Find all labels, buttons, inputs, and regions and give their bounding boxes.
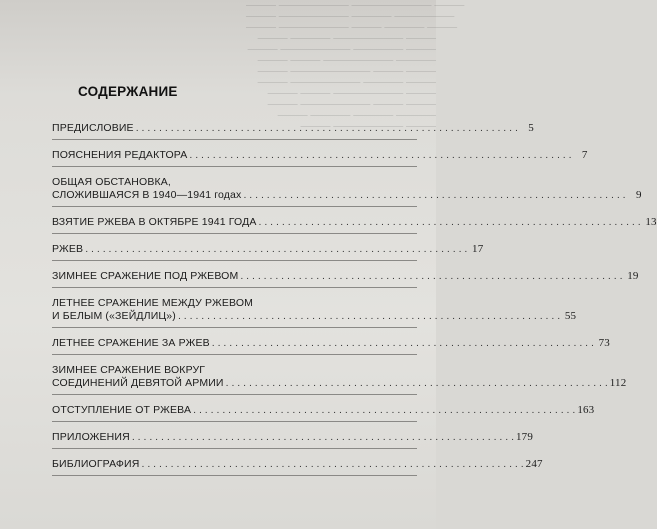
toc-page-number: 179 <box>516 431 533 443</box>
toc-entry <box>52 149 588 167</box>
toc-entry-title: РЖЕВ <box>52 243 84 255</box>
dot-leader <box>85 243 467 256</box>
toc-entry <box>52 176 642 207</box>
toc-entry-title: ПРИЛОЖЕНИЯ <box>52 431 130 443</box>
toc-entry-title: ЗИМНЕЕ СРАЖЕНИЕ ПОД РЖЕВОМ <box>52 270 239 282</box>
toc-page-number: 19 <box>627 270 639 282</box>
toc-entry-title: ВЗЯТИЕ РЖЕВА В ОКТЯБРЕ 1941 ГОДА <box>52 216 257 228</box>
dot-leader <box>142 458 524 471</box>
toc-page-number: 163 <box>577 404 595 416</box>
toc-entry <box>52 364 627 395</box>
dot-leader <box>136 122 518 135</box>
toc-entry-title: БИБЛИОГРАФИЯ <box>52 458 140 470</box>
toc-page-number: 17 <box>472 243 484 255</box>
bleed-through-text: ——— ——————— ———————— ——— ——— ——————— ———— —————— ——— ——————— ——— ———— ——— ——— ———— ——————— ——— ——— ——————— ————— ——— ——— ——— ——————— ———— ——— ———————— ——— ——— ——— ——————— ———— ——— ——— ——— ——————— ——— ——— ——————— ——— ——— ——— ———— ———— ———— ——— ——————— ——— <box>246 0 465 132</box>
toc-entry-title-line: ЗИМНЕЕ СРАЖЕНИЕ ВОКРУГ <box>52 364 206 376</box>
toc-entry <box>52 431 533 449</box>
toc-entry-title-line: ЛЕТНЕЕ СРАЖЕНИЕ МЕЖДУ РЖЕВОМ <box>52 297 254 309</box>
dot-leader <box>243 189 625 202</box>
toc-heading: СОДЕРЖАНИЕ <box>78 84 178 99</box>
dot-leader <box>178 310 560 323</box>
toc-page-number: 55 <box>564 310 577 322</box>
toc-entry <box>52 216 657 234</box>
toc-page-number: 112 <box>609 377 627 389</box>
toc-entry-title: И БЕЛЫМ («ЗЕЙДЛИЦ») <box>52 310 176 322</box>
toc-entry <box>52 270 639 288</box>
toc-entry <box>52 243 484 261</box>
toc-entry <box>52 297 577 328</box>
toc-entry-title: ПОЯСНЕНИЯ РЕДАКТОРА <box>52 149 188 161</box>
dot-leader <box>132 431 514 444</box>
dot-leader <box>240 270 622 283</box>
toc-entry-title: ОТСТУПЛЕНИЕ ОТ РЖЕВА <box>52 404 192 416</box>
toc-page-number: 5 <box>528 122 534 134</box>
toc-page-number: 13 <box>645 216 657 228</box>
toc-entry-title: ЛЕТНЕЕ СРАЖЕНИЕ ЗА РЖЕВ <box>52 337 210 349</box>
toc-entry-title: СОЕДИНЕНИЙ ДЕВЯТОЙ АРМИИ <box>52 377 224 389</box>
toc-entry <box>52 404 595 422</box>
toc-entry <box>52 337 610 355</box>
dot-leader <box>226 377 608 390</box>
toc-entry-title-line: ОБЩАЯ ОБСТАНОВКА, <box>52 176 171 188</box>
toc-page-number: 9 <box>635 189 642 201</box>
toc-entry <box>52 458 543 476</box>
dot-leader <box>259 216 641 229</box>
toc-page-number: 73 <box>598 337 610 349</box>
toc-entry <box>52 122 534 140</box>
toc-entry-title: ПРЕДИСЛОВИЕ <box>52 122 134 134</box>
toc-page-number: 247 <box>525 458 543 470</box>
dot-leader <box>193 404 575 417</box>
dot-leader <box>189 149 571 162</box>
dot-leader <box>212 337 594 350</box>
toc-entry-title: СЛОЖИВШАЯСЯ В 1940—1941 годах <box>52 189 242 201</box>
table-of-contents <box>52 122 657 485</box>
toc-page-number: 7 <box>581 149 588 161</box>
